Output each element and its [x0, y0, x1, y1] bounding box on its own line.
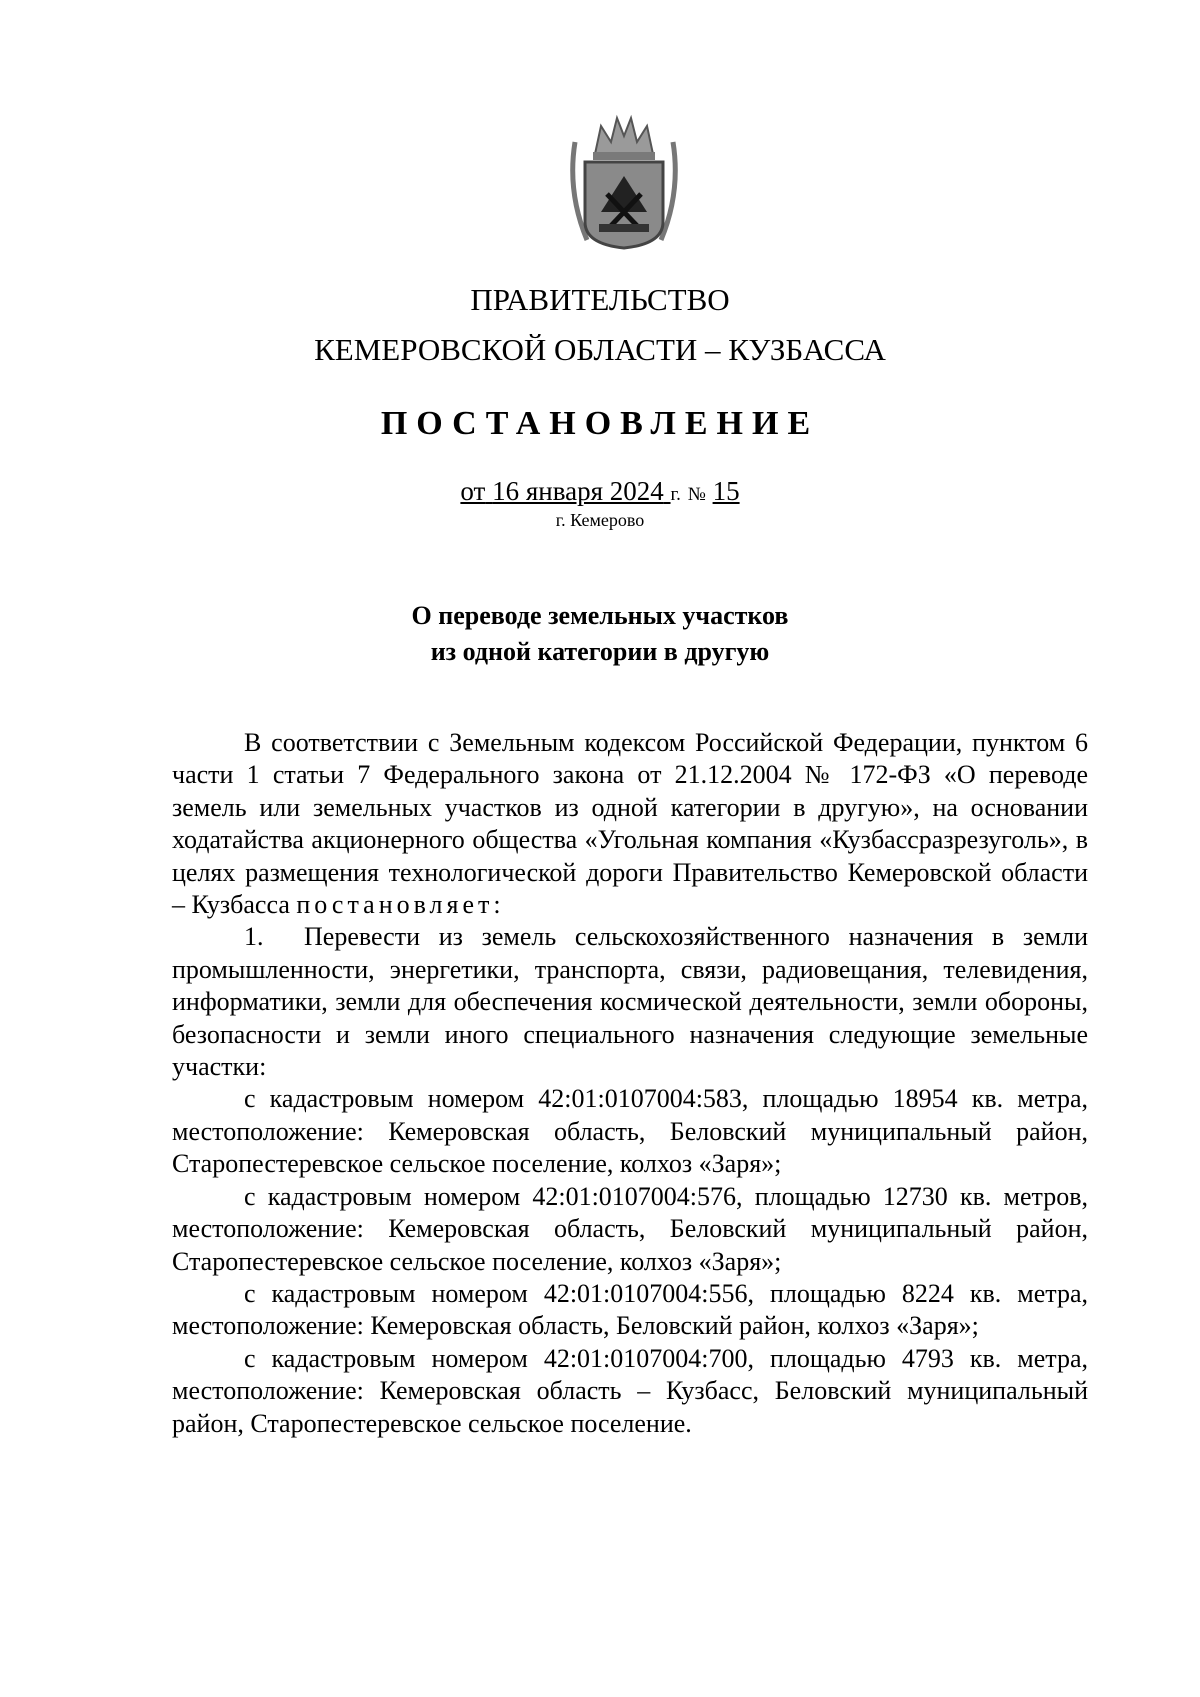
document-body	[172, 727, 1088, 1440]
parcel-item: с кадастровым номером 42:01:0107004:700, площадью 4793 кв. метра, местоположение: Кемеровская область – Кузбасс, Беловский муниципальный район, Старопестеревское сельское поселение.	[172, 1343, 1088, 1438]
number-sign: №	[687, 484, 706, 505]
item-1-number: 1.	[244, 922, 264, 952]
year-suffix: г.	[670, 484, 681, 505]
preamble-text: В соответствии с Земельным кодексом Российской Федерации, пунктом 6 части 1 статьи 7 Федерального закона от 21.12.2004 № 172-ФЗ «О переводе земель или земельных участков из одной категории в другую», на основании ходатайства акционерного общества «Угольная компания «Кузбассразрезуголь», в целях размещения технологической дороги Правительство Кемеровской области – Кузбасса	[172, 728, 1088, 920]
city: г. Кемерово	[555, 510, 645, 530]
subject-line-2: из одной категории в другую	[430, 637, 770, 666]
date-line	[0, 474, 1200, 512]
document-subject	[0, 598, 1200, 670]
parcel-item: с кадастровым номером 42:01:0107004:583, площадью 18954 кв. метра, местоположение: Кемеровская область, Беловский муниципальный район, Старопестеревское сельское поселение, колхоз «Заря»;	[172, 1084, 1088, 1179]
resolves-word: постановляет:	[296, 890, 505, 920]
org-line-1: ПРАВИТЕЛЬСТВО	[470, 282, 730, 317]
date-prefix: от	[460, 476, 486, 506]
government-name	[0, 275, 1200, 375]
subject-line-1: О переводе земельных участков	[411, 601, 789, 630]
document-type: ПОСТАНОВЛЕНИЕ	[380, 405, 820, 442]
preamble-paragraph	[172, 727, 1088, 921]
document-number: 15	[712, 476, 740, 506]
kemerovo-coat-of-arms-icon	[565, 112, 683, 252]
item-1-paragraph	[172, 921, 1088, 1083]
item-1-text: Перевести из земель сельскохозяйственного назначения в земли промышленности, энергетики, транспорта, связи, радиовещания, телевидения, информатики, земли для обеспечения космической деятельности, земли обороны, безопасности и земли иного специального назначения следующие земельные участки:	[172, 922, 1088, 1082]
parcel-item: с кадастровым номером 42:01:0107004:556, площадью 8224 кв. метра, местоположение: Кемеровская область, Беловский район, колхоз «Заря»;	[172, 1278, 1088, 1341]
parcel-item: с кадастровым номером 42:01:0107004:576, площадью 12730 кв. метров, местоположение: Кемеровская область, Беловский муниципальный район, Старопестеревское сельское поселение, колхоз «Заря»;	[172, 1181, 1088, 1276]
org-line-2: КЕМЕРОВСКОЙ ОБЛАСТИ – КУЗБАССА	[314, 332, 886, 367]
document-date: 16 января 2024	[492, 476, 664, 506]
